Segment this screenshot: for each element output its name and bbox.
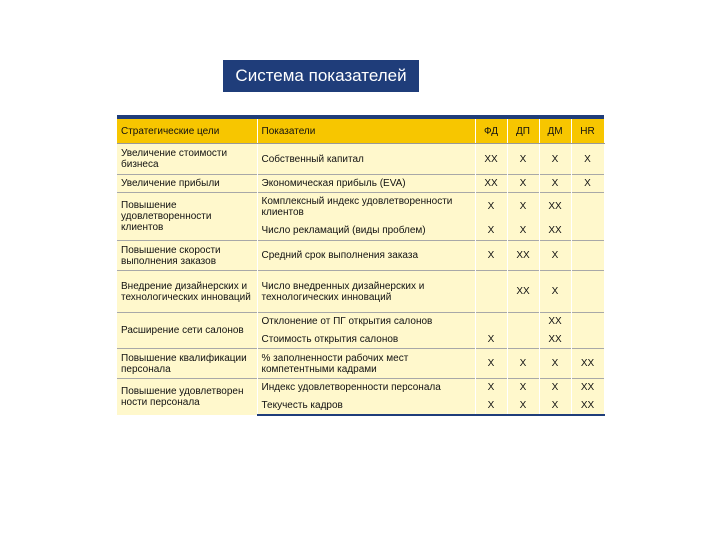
header-strategic-goals: Стратегические цели xyxy=(117,119,257,144)
table-row xyxy=(117,144,604,175)
fd-cell: XX xyxy=(475,175,507,193)
dm-cell: X xyxy=(539,271,571,313)
header-dm: ДМ xyxy=(539,119,571,144)
indicator-cell: Стоимость открытия салонов xyxy=(257,331,475,349)
table-row xyxy=(117,175,604,193)
indicator-cell: Индекс удовлетворенности персонала xyxy=(257,379,475,397)
dp-cell: X xyxy=(507,175,539,193)
dp-cell xyxy=(507,313,539,331)
dm-cell: X xyxy=(539,241,571,271)
dp-cell: XX xyxy=(507,241,539,271)
dm-cell: X xyxy=(539,379,571,397)
indicator-cell: Средний срок выполнения заказа xyxy=(257,241,475,271)
goal-cell: Увеличение прибыли xyxy=(117,175,257,193)
fd-cell: X xyxy=(475,397,507,415)
dm-cell: X xyxy=(539,175,571,193)
indicator-cell: Экономическая прибыль (EVA) xyxy=(257,175,475,193)
goal-cell: Увеличение стоимости бизнеса xyxy=(117,144,257,175)
hr-cell xyxy=(571,241,604,271)
hr-cell: XX xyxy=(571,349,604,379)
dm-cell: X xyxy=(539,397,571,415)
hr-cell: X xyxy=(571,144,604,175)
dp-cell: X xyxy=(507,221,539,241)
hr-cell xyxy=(571,313,604,331)
dm-cell: XX xyxy=(539,331,571,349)
dp-cell: X xyxy=(507,144,539,175)
fd-cell: X xyxy=(475,193,507,221)
hr-cell xyxy=(571,193,604,221)
dp-cell: X xyxy=(507,397,539,415)
dp-cell: XX xyxy=(507,271,539,313)
dm-cell: XX xyxy=(539,313,571,331)
indicator-table-wrapper xyxy=(117,115,604,416)
goal-cell: Повышение удовлетворенности клиентов xyxy=(117,193,257,241)
table-row xyxy=(117,379,604,397)
header-hr: HR xyxy=(571,119,604,144)
fd-cell: X xyxy=(475,221,507,241)
indicator-cell: Число внедренных дизайнерских и технологических инноваций xyxy=(257,271,475,313)
hr-cell: XX xyxy=(571,397,604,415)
dm-cell: X xyxy=(539,349,571,379)
dm-cell: XX xyxy=(539,221,571,241)
hr-cell: X xyxy=(571,175,604,193)
indicator-cell: Число рекламаций (виды проблем) xyxy=(257,221,475,241)
table-row xyxy=(117,271,604,313)
fd-cell: X xyxy=(475,331,507,349)
goal-cell: Внедрение дизайнерских и технологических инноваций xyxy=(117,271,257,313)
dp-cell xyxy=(507,331,539,349)
goal-cell: Повышение квалификации персонала xyxy=(117,349,257,379)
goal-cell: Повышение удовлетворен ности персонала xyxy=(117,379,257,415)
table-row xyxy=(117,241,604,271)
indicator-cell: Комплексный индекс удовлетворенности клиентов xyxy=(257,193,475,221)
header-dp: ДП xyxy=(507,119,539,144)
hr-cell xyxy=(571,221,604,241)
indicator-cell: Собственный капитал xyxy=(257,144,475,175)
hr-cell: XX xyxy=(571,379,604,397)
fd-cell: X xyxy=(475,379,507,397)
table-header-row xyxy=(117,119,604,144)
table-row xyxy=(117,313,604,331)
header-indicators: Показатели xyxy=(257,119,475,144)
indicator-cell: Отклонение от ПГ открытия салонов xyxy=(257,313,475,331)
table-row xyxy=(117,193,604,221)
dp-cell: X xyxy=(507,379,539,397)
goal-cell: Расширение сети салонов xyxy=(117,313,257,349)
dp-cell: X xyxy=(507,193,539,221)
goal-cell: Повышение скорости выполнения заказов xyxy=(117,241,257,271)
slide-title: Система показателей xyxy=(223,60,419,92)
hr-cell xyxy=(571,331,604,349)
indicator-cell: Текучесть кадров xyxy=(257,397,475,415)
dp-cell: X xyxy=(507,349,539,379)
dm-cell: XX xyxy=(539,193,571,221)
fd-cell: XX xyxy=(475,144,507,175)
fd-cell xyxy=(475,313,507,331)
hr-cell xyxy=(571,271,604,313)
header-fd: ФД xyxy=(475,119,507,144)
indicator-table xyxy=(117,119,605,416)
table-row xyxy=(117,349,604,379)
fd-cell xyxy=(475,271,507,313)
dm-cell: X xyxy=(539,144,571,175)
fd-cell: X xyxy=(475,349,507,379)
fd-cell: X xyxy=(475,241,507,271)
indicator-cell: % заполненности рабочих мест компетентными кадрами xyxy=(257,349,475,379)
